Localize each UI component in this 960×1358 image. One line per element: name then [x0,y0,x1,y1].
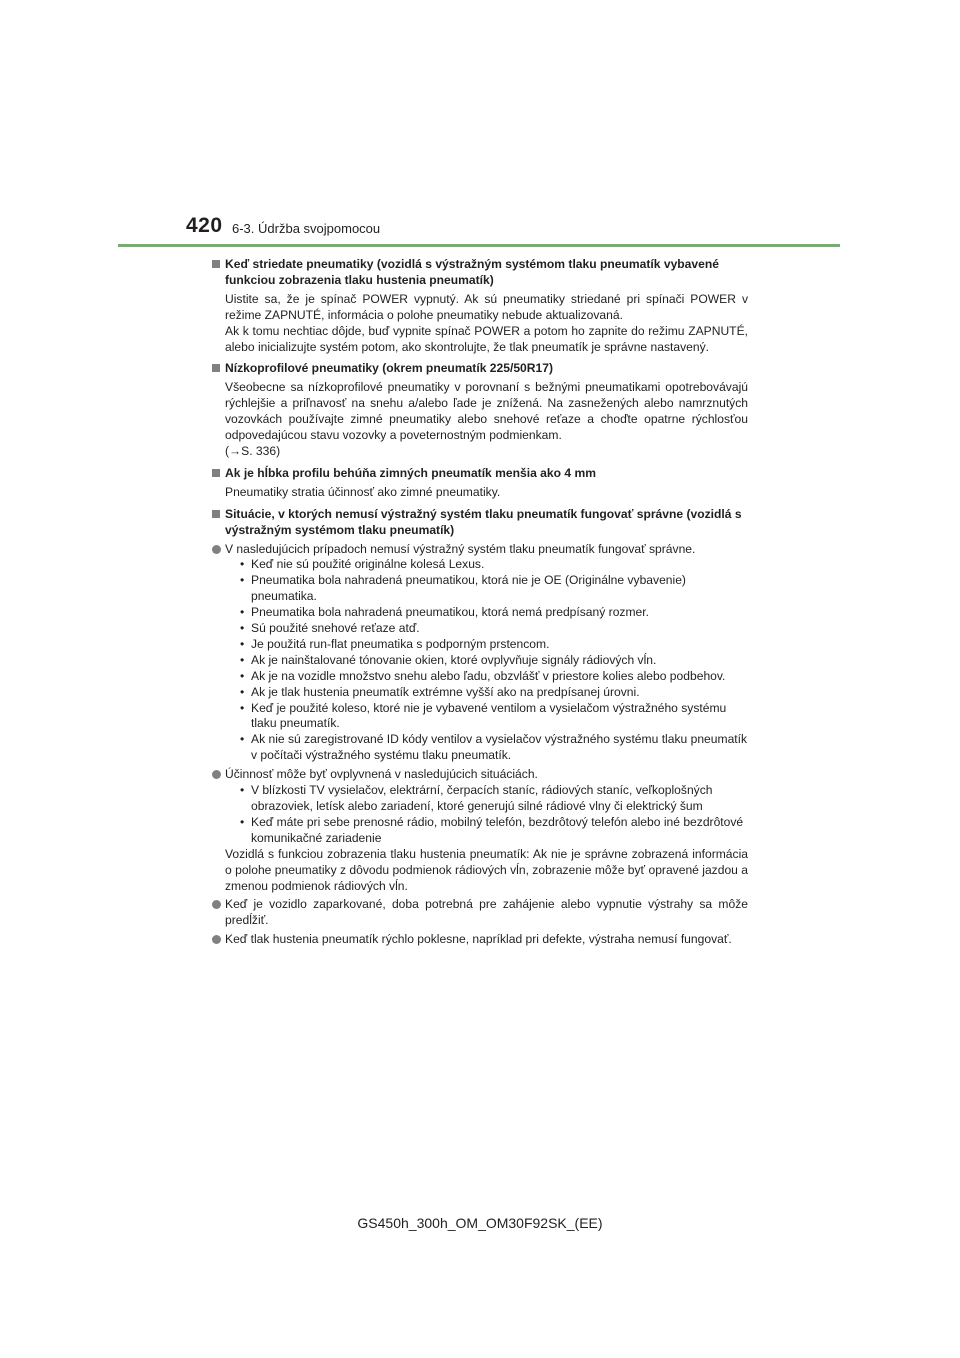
sub-item: • Ak je na vozidle množstvo snehu alebo ľadu, obzvlášť v priestore kolies alebo podbehov. [240,668,726,683]
document-code: GS450h_300h_OM_OM30F92SK_(EE) [357,1215,603,1231]
section-heading: Ak je hĺbka profilu behúňa zimných pneumatík menšia ako 4 mm [212,466,748,482]
bullet-item: Keď je vozidlo zaparkované, doba potrebná pre zahájenie alebo vypnutie výstrahy sa môže predĺžiť. [212,897,748,929]
paragraph: Všeobecne sa nízkoprofilové pneumatiky v porovnaní s bežnými pneumatikami opotrebovávajú rýchlejšie a priľnavosť na snehu a/alebo ľade je znížená. Na zasnežených alebo namrznutých vozovkách používajte zimné pneumatiky alebo snehové reťaze a choďte opatrne rýchlosťou odpovedajúcou stavu vozovky a poveternostným podmienkam. [225,380,748,443]
section-tread-depth [212,466,748,501]
square-bullet-icon [212,260,220,268]
sub-item: • Keď je použité koleso, ktoré nie je vybavené ventilom a vysielačom výstražného systému tlaku pneumatík. [240,700,727,731]
circle-bullet-icon [212,900,221,909]
header-rule [118,244,840,247]
page-content [212,257,748,954]
section-title: 6-3. Údržba svojpomocou [232,221,381,236]
sub-item: • Pneumatika bola nahradená pneumatikou, ktorá nemá predpísaný rozmer. [240,605,649,620]
circle-bullet-icon [212,935,221,944]
section-heading: Keď striedate pneumatiky (vozidlá s výstražným systémom tlaku pneumatík vybavené funkciou zobrazenia tlaku hustenia pneumatík) [212,257,748,289]
sub-item: • Keď nie sú použité originálne kolesá Lexus. [240,557,485,572]
page-number: 420 [186,214,223,237]
bullet-item: Účinnosť môže byť ovplyvnená v nasledujúcich situáciách. • V blízkosti TV vysielačov, elektrární, čerpacích staníc, rádiových staníc, veľkoplošných obrazoviek, letísk alebo zariadení, ktoré generujú silné rádiové vlny či elektrický šum • Keď máte pri sebe prenosné rádio, mobilný telefón, bezdrôtový telefón alebo iné bezdrôtové komunikačné zariadenie Vozidlá s funkciou zobrazenia tlaku hustenia pneumatík: Ak nie je správne zobrazená informácia o polohe pneumatiky z dôvodu podmienok rádiových vĺn, zobrazenie môže byť opravené jazdou a zmenou podmienok rádiových vĺn. [212,767,748,894]
section-heading: Nízkoprofilové pneumatiky (okrem pneumatík 225/50R17) [212,361,748,377]
square-bullet-icon [212,364,220,372]
square-bullet-icon [212,469,220,477]
section-low-profile [212,361,748,459]
sub-item: • Je použitá run-flat pneumatika s podporným prstencom. [240,636,550,651]
sub-item: • Ak je nainštalované tónovanie okien, ktoré ovplyvňuje signály rádiových vĺn. [240,652,657,667]
paragraph: Ak k tomu nechtiac dôjde, buď vypnite spínač POWER a potom ho zapnite do režimu ZAPNUTÉ, alebo inicializujte systém potom, ako skontrolujte, že tlak pneumatík je správne nastavený. [225,323,748,354]
circle-bullet-icon [212,770,221,779]
circle-bullet-icon [212,545,221,554]
sub-item: • V blízkosti TV vysielačov, elektrární, čerpacích staníc, rádiových staníc, veľkoplošných obrazoviek, letísk alebo zariadení, ktoré generujú silné rádiové vlny či elektrický šum [240,783,713,813]
sub-item: • Sú použité snehové reťaze atď. [240,621,420,636]
sub-item: • Ak nie sú zaregistrované ID kódy ventilov a vysielačov výstražného systému tlaku pneumatík v počítači výstražného systému tlaku pneumatík. [240,732,748,763]
sub-item: • Keď máte pri sebe prenosné rádio, mobilný telefón, bezdrôtový telefón alebo iné bezdrôtové komunikačné zariadenie [240,814,744,845]
section-tire-rotation [212,257,748,355]
sub-item: • Ak je tlak hustenia pneumatík extrémne vyšší ako na predpísanej úrovni. [240,684,640,699]
section-warning-system [212,507,748,948]
bullet-item: V nasledujúcich prípadoch nemusí výstražný systém tlaku pneumatík fungovať správne. • Keď nie sú použité originálne kolesá Lexus. • Pneumatika bola nahradená pneumatikou, ktorá nie je OE (Originálne vybavenie) pneumatika. • Pneumatika bola nahradená pneumatikou, ktorá nemá predpísaný rozmer. • Sú použité snehové reťaze atď. • Je použitá run-flat pneumatika s podporným prstencom. • Ak je nainštalované tónovanie okien, ktoré ovplyvňuje signály rádiových vĺn. • Ak je na vozidle množstvo snehu alebo ľadu, obzvlášť v priestore kolies alebo podbehov. • Ak je tlak hustenia pneumatík extrémne vyšší ako na predpísanej úrovni. • Keď je použité koleso, ktoré nie je vybavené ventilom a vysielačom výstražného systému tlaku pneumatík. • Ak nie sú zaregistrované ID kódy ventilov a vysielačov výstražného systému tlaku pneumatík v počítači výstražného systému tlaku pneumatík. [212,542,748,765]
paragraph: Pneumatiky stratia účinnosť ako zimné pneumatiky. [225,484,501,499]
sub-item: • Pneumatika bola nahradená pneumatikou, ktorá nie je OE (Originálne vybavenie) pneumatika. [240,573,686,604]
bullet-item: Keď tlak hustenia pneumatík rýchlo poklesne, napríklad pri defekte, výstraha nemusí fungovať. [212,932,748,948]
paragraph: Vozidlá s funkciou zobrazenia tlaku hustenia pneumatík: Ak nie je správne zobrazená informácia o polohe pneumatiky z dôvodu podmienok rádiových vĺn, zobrazenie môže byť opravené jazdou a zmenou podmienok rádiových vĺn. [225,846,748,893]
page-reference: (→S. 336) [225,443,281,458]
square-bullet-icon [212,510,220,518]
paragraph: Uistite sa, že je spínač POWER vypnutý. Ak sú pneumatiky striedané pri spínači POWER v režime ZAPNUTÉ, informácia o polohe pneumatiky nebude aktualizovaná. [225,291,748,322]
section-heading: Situácie, v ktorých nemusí výstražný systém tlaku pneumatík fungovať správne (vozidlá s výstražným systémom tlaku pneumatík) [212,507,748,539]
